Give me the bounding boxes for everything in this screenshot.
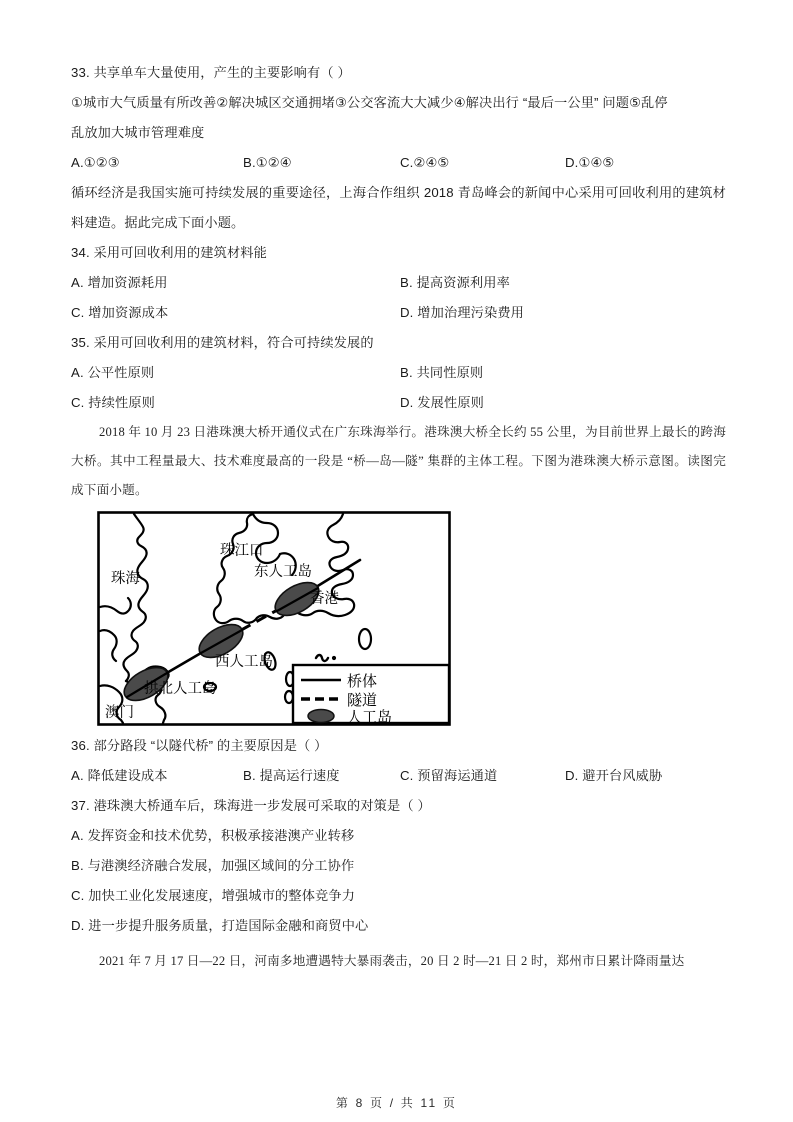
question-37-option-b-row	[71, 851, 726, 881]
map-label-east-island: 东人工岛	[254, 564, 312, 580]
henan-intro-paragraph: 2021 年 7 月 17 日—22 日，河南多地遭遇特大暴雨袭击，20 日 2 时—21 日 2 时，郑州市日累计降雨量达	[99, 954, 685, 968]
question-35-options-row-2	[71, 388, 726, 418]
question-35-stem: 35. 采用可回收利用的建筑材料，符合可持续发展的	[71, 335, 374, 350]
question-37-stem: 37. 港珠澳大桥通车后，珠海进一步发展可采取的对策是（ ）	[71, 798, 431, 813]
map-label-west-island: 西人工岛	[215, 654, 273, 670]
legend-tunnel-label: 隧道	[347, 692, 378, 709]
hong-kong-zhuhai-macau-bridge-map	[97, 511, 451, 727]
question-36-options	[71, 761, 726, 791]
question-33-option-a[interactable]: A.①②③	[71, 155, 120, 170]
question-35-option-a[interactable]: A. 公平性原则	[71, 365, 155, 380]
question-34-option-c[interactable]: C. 增加资源成本	[71, 305, 169, 320]
question-34-option-d[interactable]: D. 增加治理污染费用	[400, 305, 525, 320]
question-36-stem: 36. 部分路段 “以隧代桥” 的主要原因是（ ）	[71, 738, 328, 753]
map-label-zhuhai: 珠海	[111, 571, 140, 587]
question-35-options-row-1	[71, 358, 726, 388]
page-footer: 第 8 页 / 共 11 页	[335, 1096, 458, 1110]
question-37-option-a-row	[71, 821, 726, 851]
map-label-macau: 澳门	[105, 705, 134, 721]
question-33-option-b[interactable]: B.①②④	[243, 155, 292, 170]
question-36-option-d[interactable]: D. 避开台风威胁	[565, 768, 663, 783]
legend-island-label: 人工岛	[347, 709, 393, 726]
island-small-4	[285, 691, 293, 703]
question-36-option-c[interactable]: C. 预留海运通道	[400, 768, 498, 783]
question-36-option-a[interactable]: A. 降低建设成本	[71, 768, 168, 783]
question-33-body-line2: 乱放加大城市管理难度	[71, 125, 205, 140]
question-34-options-row-2	[71, 298, 726, 328]
question-37-option-d-row	[71, 911, 726, 941]
question-35-option-c[interactable]: C. 持续性原则	[71, 395, 155, 410]
question-37-option-b[interactable]: B. 与港澳经济融合发展，加强区域间的分工协作	[71, 858, 355, 873]
map-label-hongkong: 香港	[310, 591, 339, 607]
question-34-option-b[interactable]: B. 提高资源利用率	[400, 275, 510, 290]
question-33-options	[71, 148, 726, 178]
page-content	[71, 58, 726, 976]
islet-dot	[332, 656, 336, 660]
question-35-option-b[interactable]: B. 共同性原则	[400, 365, 484, 380]
legend-island-swatch	[308, 710, 334, 723]
question-33-stem: 33. 共享单车大量使用，产生的主要影响有（ ）	[71, 65, 351, 80]
island-small-1	[359, 629, 371, 649]
question-37-option-a[interactable]: A. 发挥资金和技术优势，积极承接港澳产业转移	[71, 828, 355, 843]
recycle-intro-paragraph: 循环经济是我国实施可持续发展的重要途径，上海合作组织 2018 青岛峰会的新闻中心采用可回收利用的建筑材料建造。据此完成下面小题。	[71, 185, 726, 230]
map-label-gongbei-island: 拱北人工岛	[144, 681, 217, 697]
question-33-body-line1: ①城市大气质量有所改善②解决城区交通拥堵③公交客流大大减少④解决出行 “最后一公里” 问题⑤乱停	[71, 95, 668, 110]
question-34-option-a[interactable]: A. 增加资源耗用	[71, 275, 168, 290]
question-33-option-c[interactable]: C.②④⑤	[400, 155, 450, 170]
bridge-intro-paragraph: 2018 年 10 月 23 日港珠澳大桥开通仪式在广东珠海举行。港珠澳大桥全长约 55 公里，为目前世界上最长的跨海大桥。其中工程量最大、技术难度最高的一段是 “桥—岛—隧” 集群的主体工程。下图为港珠澳大桥示意图。读图完成下面小题。	[71, 425, 726, 497]
bridge-figure	[71, 511, 726, 729]
question-34-stem: 34. 采用可回收利用的建筑材料能	[71, 245, 267, 260]
question-33-option-d[interactable]: D.①④⑤	[565, 155, 615, 170]
question-36-option-b[interactable]: B. 提高运行速度	[243, 768, 340, 783]
question-37-option-c[interactable]: C. 加快工业化发展速度，增强城市的整体竞争力	[71, 888, 356, 903]
question-37-option-d[interactable]: D. 进一步提升服务质量，打造国际金融和商贸中心	[71, 918, 369, 933]
question-37-option-c-row	[71, 881, 726, 911]
legend-bridge-label: 桥体	[347, 673, 378, 690]
question-35-option-d[interactable]: D. 发展性原则	[400, 395, 484, 410]
question-34-options-row-1	[71, 268, 726, 298]
map-label-zhujiangkou: 珠江口	[220, 543, 264, 559]
